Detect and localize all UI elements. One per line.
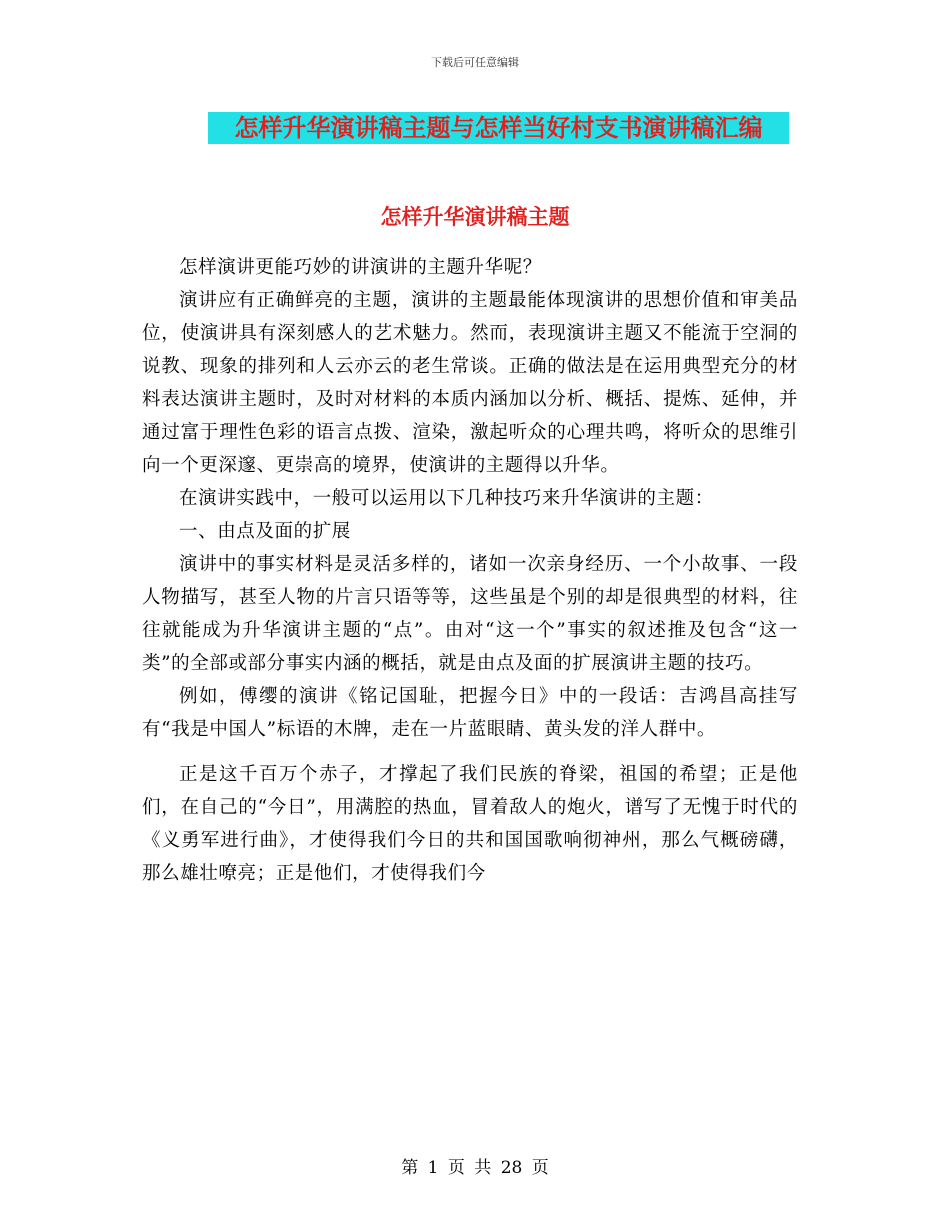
header-note: 下载后可任意编辑 bbox=[431, 56, 519, 69]
paragraph: 正是这千百万个赤子，才撑起了我们民族的脊梁，祖国的希望；正是他们，在自己的“今日”，用满腔的热血，冒着敌人的炮火，谱写了无愧于时代的《义勇军进行曲》，才使得我们今日的共和国国歌响彻神州，那么气概磅礴，那么雄壮嘹亮；正是他们，才使得我们今 bbox=[142, 764, 798, 884]
page-footer: 第 1 页 共 28 页 bbox=[401, 1158, 549, 1178]
section-title: 怎样升华演讲稿主题 bbox=[380, 204, 570, 229]
paragraph: 演讲中的事实材料是灵活多样的，诸如一次亲身经历、一个小故事、一段人物描写，甚至人物的片言只语等等，这些虽是个别的却是很典型的材料，往往就能成为升华演讲主题的“点”。由对“这一个”事实的叙述推及包含“这一类”的全部或部分事实内涵的概括，就是由点及面的扩展演讲主题的技巧。 bbox=[142, 554, 798, 674]
paragraph: 演讲应有正确鲜亮的主题，演讲的主题最能体现演讲的思想价值和审美品位，使演讲具有深刻感人的艺术魅力。然而，表现演讲主题又不能流于空洞的说教、现象的排列和人云亦云的老生常谈。正确的做法是在运用典型充分的材料表达演讲主题时，及时对材料的本质内涵加以分析、概括、提炼、延伸，并通过富于理性色彩的语言点拨、渲染，激起听众的心理共鸣，将听众的思维引向一个更深邃、更崇高的境界，使演讲的主题得以升华。 bbox=[142, 290, 798, 476]
paragraph: 在演讲实践中，一般可以运用以下几种技巧来升华演讲的主题： bbox=[179, 488, 714, 509]
paragraph: 怎样演讲更能巧妙的讲演讲的主题升华呢？ bbox=[179, 257, 542, 278]
body-text bbox=[142, 251, 798, 890]
paragraph: 例如，傅缨的演讲《铭记国耻，把握今日》中的一段话：吉鸿昌高挂写有“我是中国人”标语的木牌，走在一片蓝眼睛、黄头发的洋人群中。 bbox=[142, 686, 798, 740]
paragraph-heading: 一、由点及面的扩展 bbox=[179, 521, 351, 542]
document-title: 怎样升华演讲稿主题与怎样当好村支书演讲稿汇编 bbox=[208, 112, 789, 144]
